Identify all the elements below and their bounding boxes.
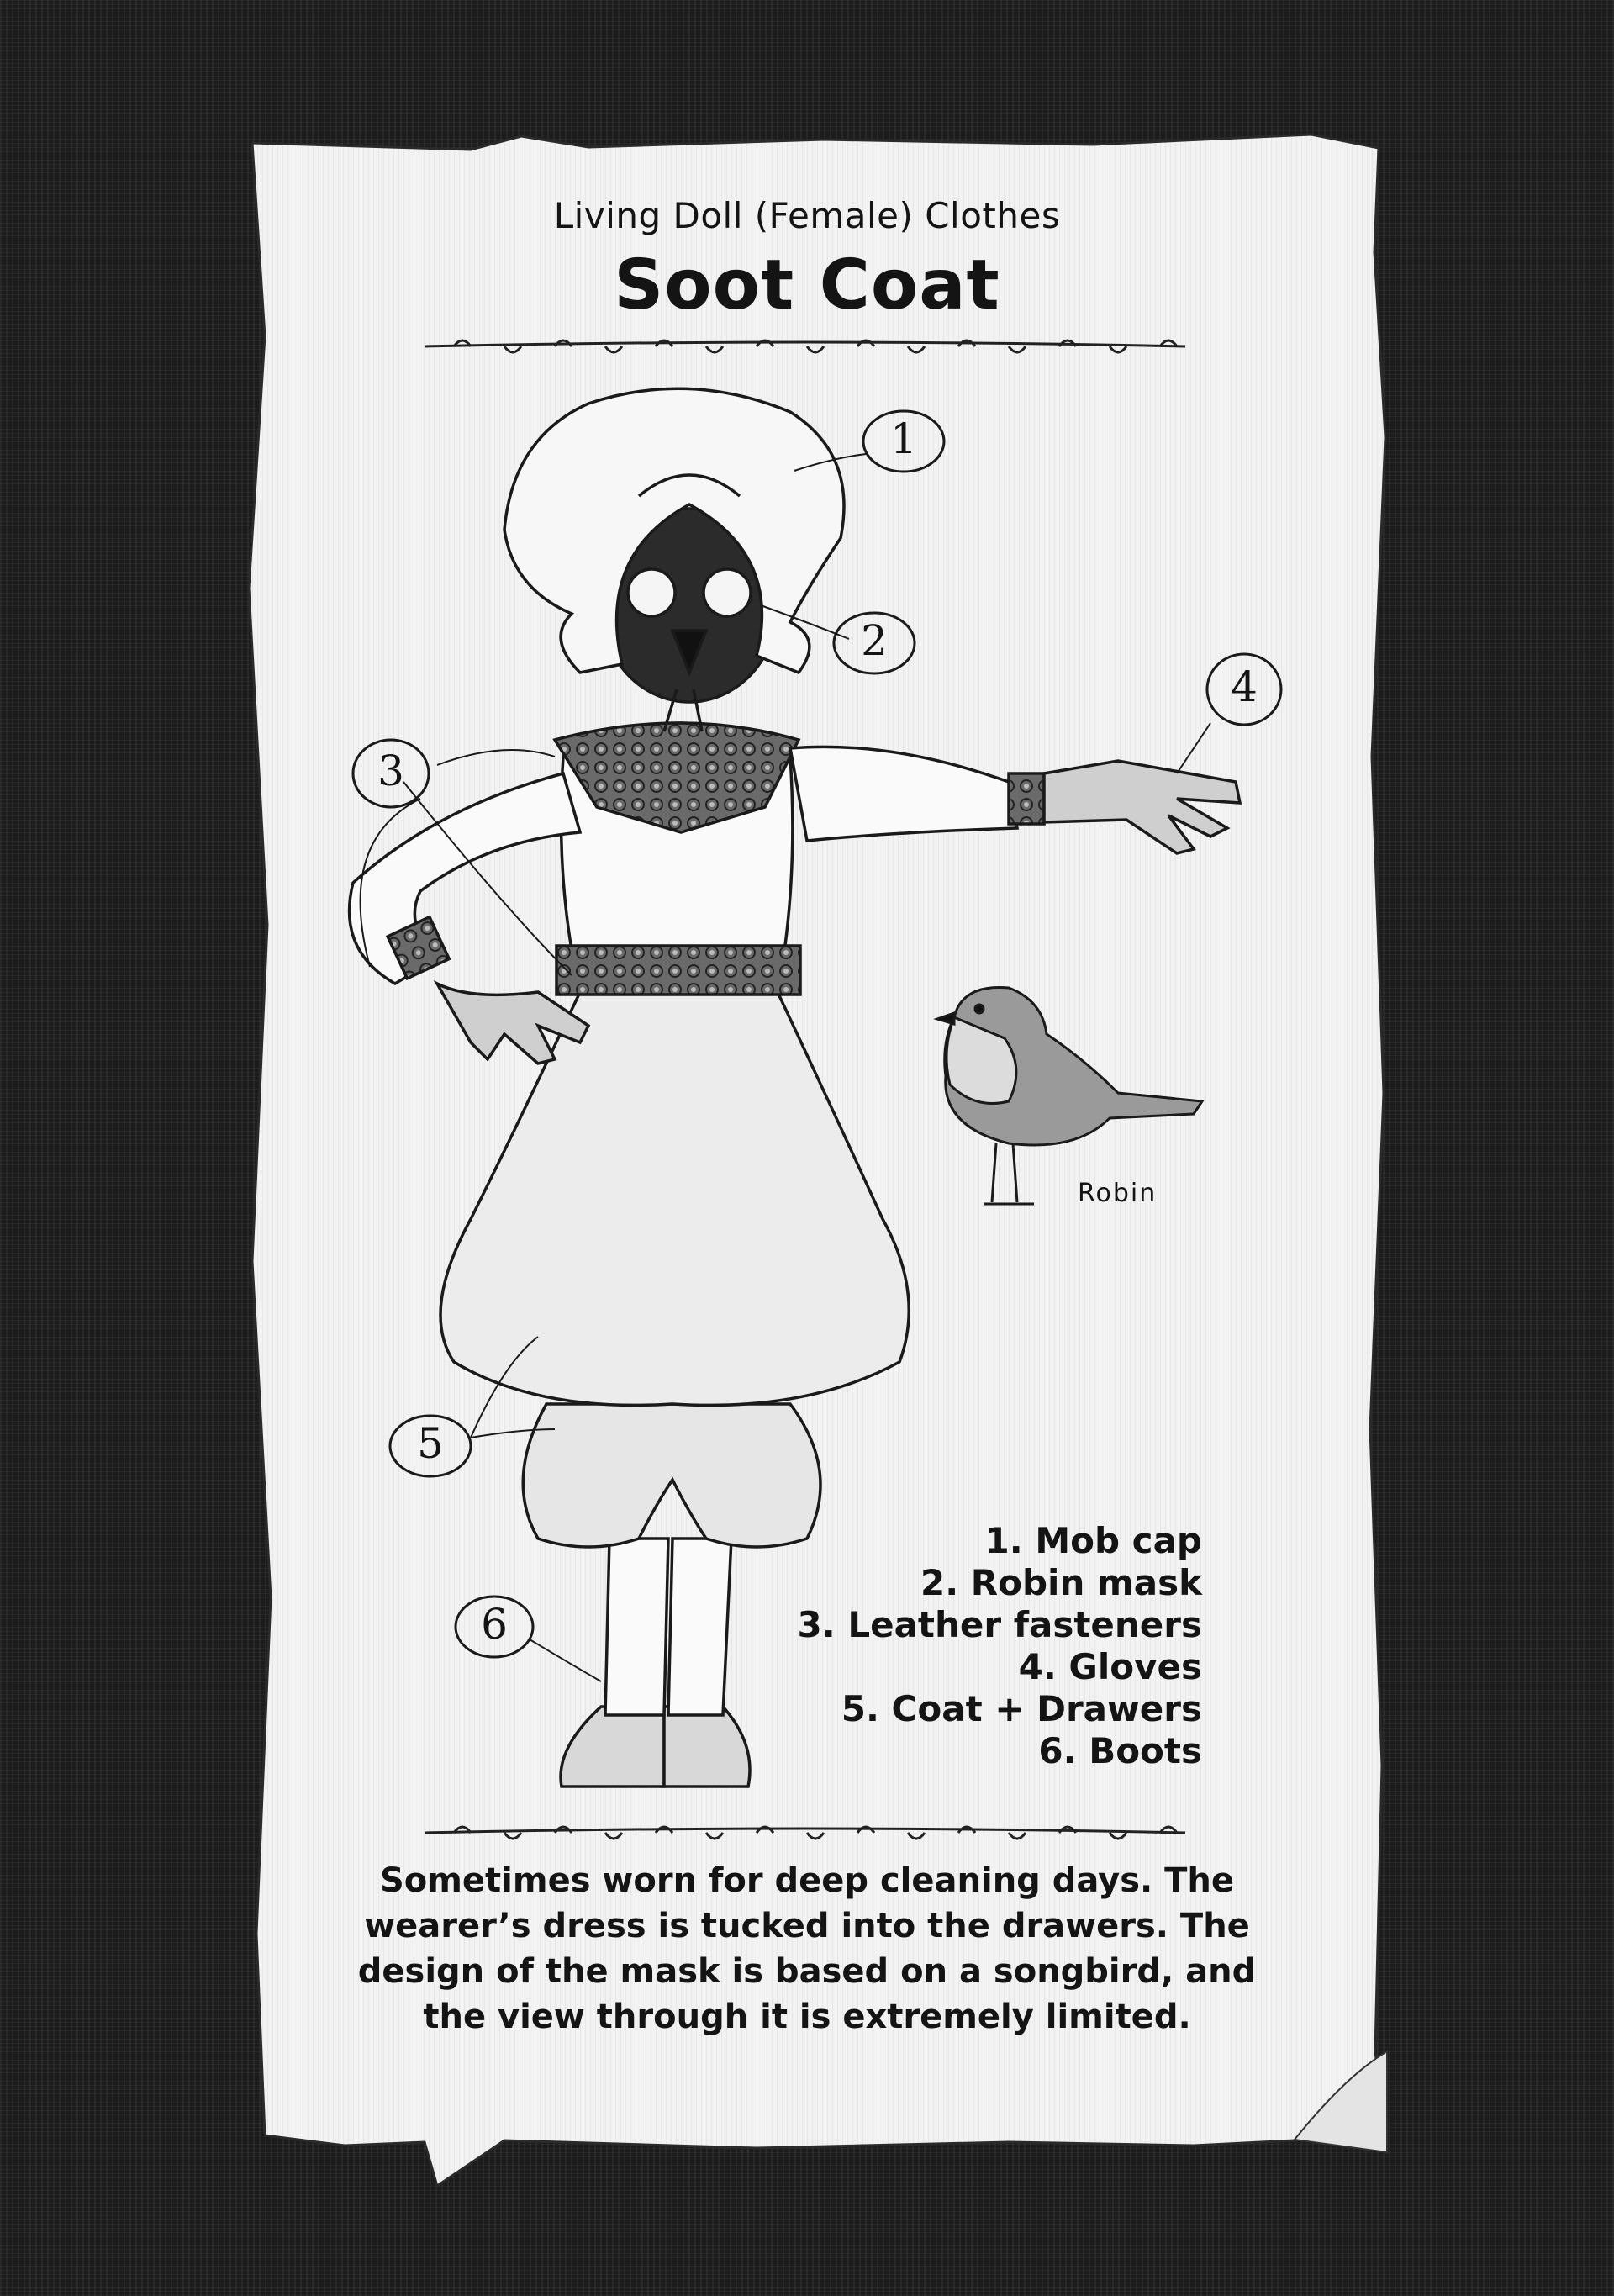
page-subtitle: Living Doll (Female) Clothes — [553, 195, 1061, 236]
legend-item-boots: 6. Boots — [1038, 1730, 1202, 1771]
callout-3-label: 3 — [377, 747, 404, 795]
parts-legend — [798, 1520, 1202, 1772]
callout-2-label: 2 — [861, 616, 888, 665]
callout-4-label: 4 — [1231, 662, 1258, 711]
callout-1-label: 1 — [890, 414, 917, 463]
description-text: Sometimes worn for deep cleaning days. The wearer’s dress is tucked into the drawers. The design of the mask is based on a songbird, and the view through it is extremely limited. — [357, 1861, 1257, 2036]
legend-item-robin-mask: 2. Robin mask — [920, 1562, 1202, 1603]
leather-fasteners — [556, 946, 800, 995]
callout-6-label: 6 — [481, 1600, 508, 1649]
robin-label: Robin — [1078, 1179, 1158, 1208]
callout-5-label: 5 — [417, 1419, 444, 1468]
page-title: Soot Coat — [614, 245, 1000, 325]
legend-item-gloves: 4. Gloves — [1018, 1646, 1202, 1687]
legend-item-mob-cap: 1. Mob cap — [984, 1520, 1202, 1561]
legend-item-coat-drawers: 5. Coat + Drawers — [841, 1688, 1202, 1729]
legend-item-leather-fasteners: 3. Leather fasteners — [797, 1604, 1202, 1645]
